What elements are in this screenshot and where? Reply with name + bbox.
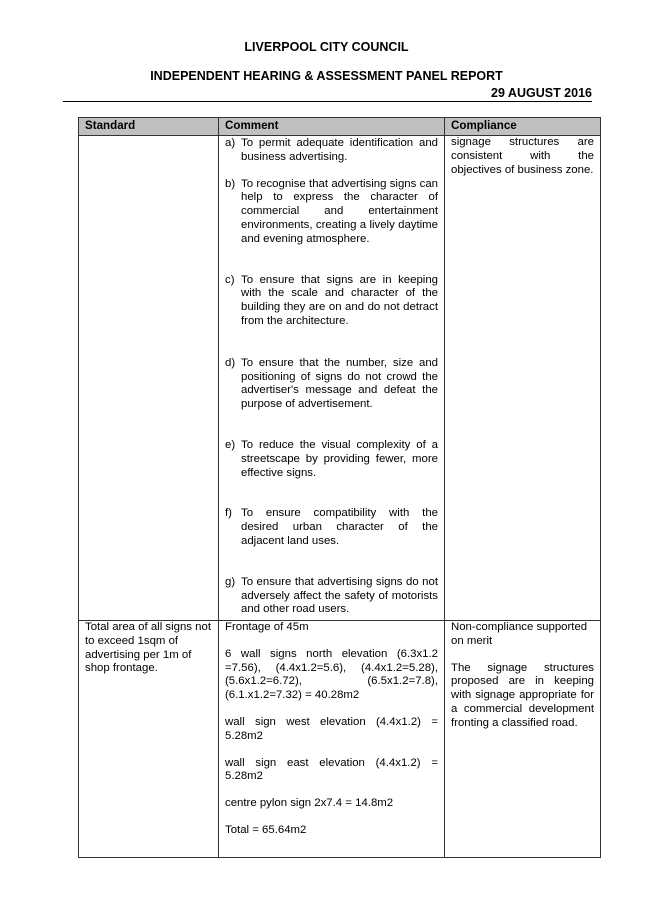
objective-f [225, 507, 438, 548]
compliance-status: Non-compliance supported on merit [451, 621, 588, 647]
objective-e [225, 439, 438, 480]
objective-label: a) [225, 137, 236, 149]
report-date: 29 AUGUST 2016 [491, 86, 592, 100]
objective-label: b) [225, 177, 236, 190]
compliance-cell: signage structures are consistent with the objectives of business zone. [445, 136, 601, 621]
objective-label: f) [225, 507, 232, 520]
assessment-table [78, 117, 601, 858]
objective-text: To permit adequate identification and business advertising. [241, 137, 438, 163]
comment-pylon-sign: centre pylon sign 2x7.4 = 14.8m2 [225, 797, 394, 810]
standard-cell: Total area of all signs not to exceed 1sqm of advertising per 1m of shop frontage. [79, 621, 219, 858]
table-row [79, 136, 601, 621]
column-header-comment: Comment [219, 118, 445, 136]
objective-text: To reduce the visual complexity of a streetscape by providing fewer, more effective signs. [241, 438, 438, 479]
header-divider [63, 101, 592, 102]
comment-cell [219, 136, 445, 621]
comment-east-elevation: wall sign east elevation (4.4x1.2) = 5.28m2 [225, 756, 438, 783]
comment-total: Total = 65.64m2 [225, 823, 307, 836]
objective-text: To ensure that advertising signs do not adversely affect the safety of motorists and other road users. [241, 575, 438, 616]
column-header-standard: Standard [79, 118, 219, 136]
objective-text: To ensure that signs are in keeping with the scale and character of the building they are on and do not detract from the architecture. [241, 273, 438, 327]
objective-label: c) [225, 273, 235, 286]
objective-label: e) [225, 438, 236, 451]
report-title: INDEPENDENT HEARING & ASSESSMENT PANEL REPORT [150, 69, 503, 83]
objective-g [225, 576, 438, 617]
compliance-cell [445, 621, 601, 858]
objective-a [225, 137, 438, 165]
table-header-row [79, 118, 601, 136]
compliance-explanation: The signage structures proposed are in keeping with signage appropriate for a commercial development fronting a classified road. [451, 661, 594, 729]
comment-cell [219, 621, 445, 858]
objective-d [225, 357, 438, 412]
objective-text: To recognise that advertising signs can help to express the character of commercial and entertainment environments, creating a lively daytime and evening atmosphere. [241, 177, 438, 245]
council-name: LIVERPOOL CITY COUNCIL [244, 40, 409, 54]
objective-label: g) [225, 575, 236, 588]
objective-c [225, 274, 438, 329]
objective-text: To ensure compatibility with the desired urban character of the adjacent land uses. [241, 507, 438, 547]
column-header-compliance: Compliance [445, 118, 601, 136]
standard-cell [79, 136, 219, 621]
table-row [79, 621, 601, 858]
comment-west-elevation: wall sign west elevation (4.4x1.2) = 5.28m2 [225, 715, 438, 742]
objective-label: d) [225, 356, 236, 369]
comment-frontage: Frontage of 45m [225, 621, 309, 633]
objective-b [225, 178, 438, 247]
comment-north-elevation: 6 wall signs north elevation (6.3x1.2 =7.56), (4.4x1.2=5.6), (4.4x1.2=5.28), (5.6x1.2=6.72), (6.5x1.2=7.8), (6.1.x1.2=7.32) = 40.28m2 [225, 647, 438, 702]
objective-text: To ensure that the number, size and positioning of signs do not crowd the advertiser's message and defeat the purpose of advertisement. [241, 356, 438, 411]
